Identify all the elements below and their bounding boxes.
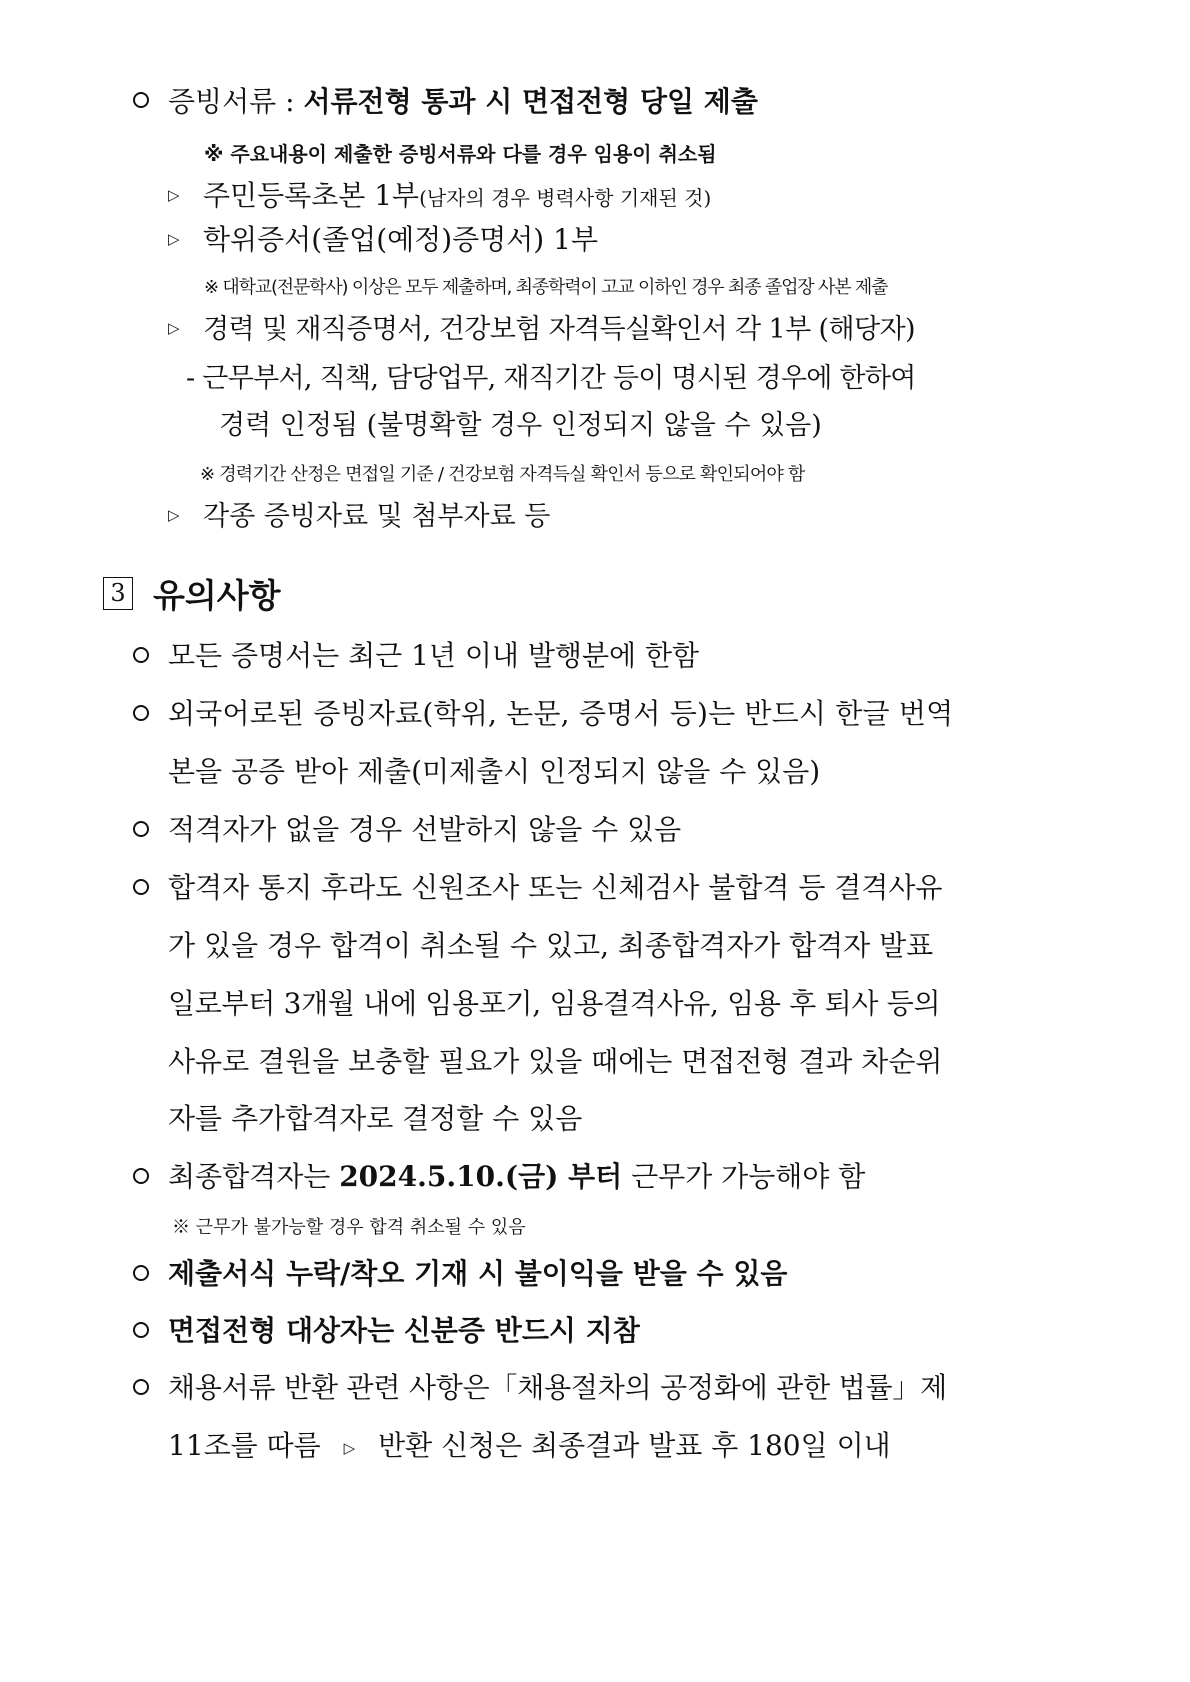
note-2-line-1: 외국어로된 증빙자료(학위, 논문, 증명서 등)는 반드시 한글 번역 — [168, 697, 954, 730]
evidence-item-1 — [203, 174, 711, 214]
note-4-line-4: 사유로 결원을 보충할 필요가 있을 때에는 면접전형 결과 차순위 — [168, 1045, 943, 1078]
evidence-heading — [168, 80, 758, 120]
note-4-line-5: 자를 추가합격자로 결정할 수 있음 — [168, 1102, 583, 1135]
triangle-bullet-icon: ▷ — [168, 232, 180, 248]
note-6: 제출서식 누락/착오 기재 시 불이익을 받을 수 있음 — [168, 1257, 788, 1290]
evidence-label: 증빙서류 : — [168, 85, 304, 118]
bullet-circle-icon — [133, 1168, 149, 1184]
evidence-item-1-main: 주민등록초본 1부 — [203, 179, 420, 212]
note-1: 모든 증명서는 최근 1년 이내 발행분에 한함 — [168, 639, 700, 672]
note-5-a: 최종합격자는 — [168, 1160, 340, 1193]
note-5-bold: 2024.5.10.(금) 부터 — [339, 1160, 623, 1193]
note-4-line-1: 합격자 통지 후라도 신원조사 또는 신체검사 불합격 등 결격사유 — [168, 871, 943, 904]
triangle-bullet-icon: ▷ — [168, 321, 180, 337]
evidence-item-4: 각종 증빙자료 및 첨부자료 등 — [203, 501, 551, 532]
note-2-line-2: 본을 공증 받아 제출(미제출시 인정되지 않을 수 있음) — [168, 755, 821, 788]
evidence-note: ※ 주요내용이 제출한 증빙서류와 다를 경우 임용이 취소됨 — [204, 142, 717, 166]
evidence-label-bold: 서류전형 통과 시 면접전형 당일 제출 — [303, 85, 758, 118]
note-7: 면접전형 대상자는 신분증 반드시 지참 — [168, 1314, 640, 1347]
evidence-item-2: 학위증서(졸업(예정)증명서) 1부 — [203, 223, 598, 256]
evidence-item-3-sub2: 경력 인정됨 (불명확할 경우 인정되지 않을 수 있음) — [219, 410, 822, 441]
note-5-note: ※ 근무가 불가능할 경우 합격 취소될 수 있음 — [172, 1217, 526, 1238]
bullet-circle-icon — [133, 879, 149, 895]
note-8-line-2 — [168, 1424, 891, 1464]
triangle-bullet-icon: ▷ — [168, 188, 180, 204]
section-number-box: 3 — [103, 577, 133, 610]
bullet-circle-icon — [133, 1265, 149, 1281]
bullet-circle-icon — [133, 1322, 149, 1338]
bullet-circle-icon — [133, 647, 149, 663]
triangle-bullet-icon: ▷ — [168, 508, 180, 524]
note-4-line-2: 가 있을 경우 합격이 취소될 수 있고, 최종합격자가 합격자 발표 — [168, 929, 934, 962]
note-8-a: 11조를 따름 — [168, 1429, 321, 1462]
bullet-circle-icon — [133, 821, 149, 837]
section-title: 유의사항 — [153, 576, 281, 615]
bullet-circle-icon — [133, 1379, 149, 1395]
evidence-item-2-note: ※ 대학교(전문학사) 이상은 모두 제출하며, 최종학력이 고교 이하인 경우 최종 졸업장 사본 제출 — [204, 277, 888, 298]
bullet-circle-icon — [133, 705, 149, 721]
evidence-item-1-small: (남자의 경우 병력사항 기재된 것) — [419, 186, 712, 210]
note-8-line-1: 채용서류 반환 관련 사항은「채용절차의 공정화에 관한 법률」제 — [168, 1371, 948, 1404]
note-3: 적격자가 없을 경우 선발하지 않을 수 있음 — [168, 813, 682, 846]
note-4-line-3: 일로부터 3개월 내에 임용포기, 임용결격사유, 임용 후 퇴사 등의 — [168, 987, 941, 1020]
evidence-item-3-note: ※ 경력기간 산정은 면접일 기준 / 건강보험 자격득실 확인서 등으로 확인되어야 함 — [200, 464, 805, 485]
bullet-circle-icon — [133, 92, 149, 108]
note-8-b: 반환 신청은 최종결과 발표 후 180일 이내 — [378, 1429, 891, 1462]
note-5 — [168, 1155, 865, 1195]
evidence-item-3: 경력 및 재직증명서, 건강보험 자격득실확인서 각 1부 (해당자) — [203, 314, 915, 345]
evidence-item-3-sub1: - 근무부서, 직책, 담당업무, 재직기간 등이 명시된 경우에 한하여 — [186, 363, 916, 394]
note-5-b: 근무가 가능해야 함 — [622, 1160, 866, 1193]
triangle-bullet-icon: ▷ — [343, 1438, 356, 1457]
